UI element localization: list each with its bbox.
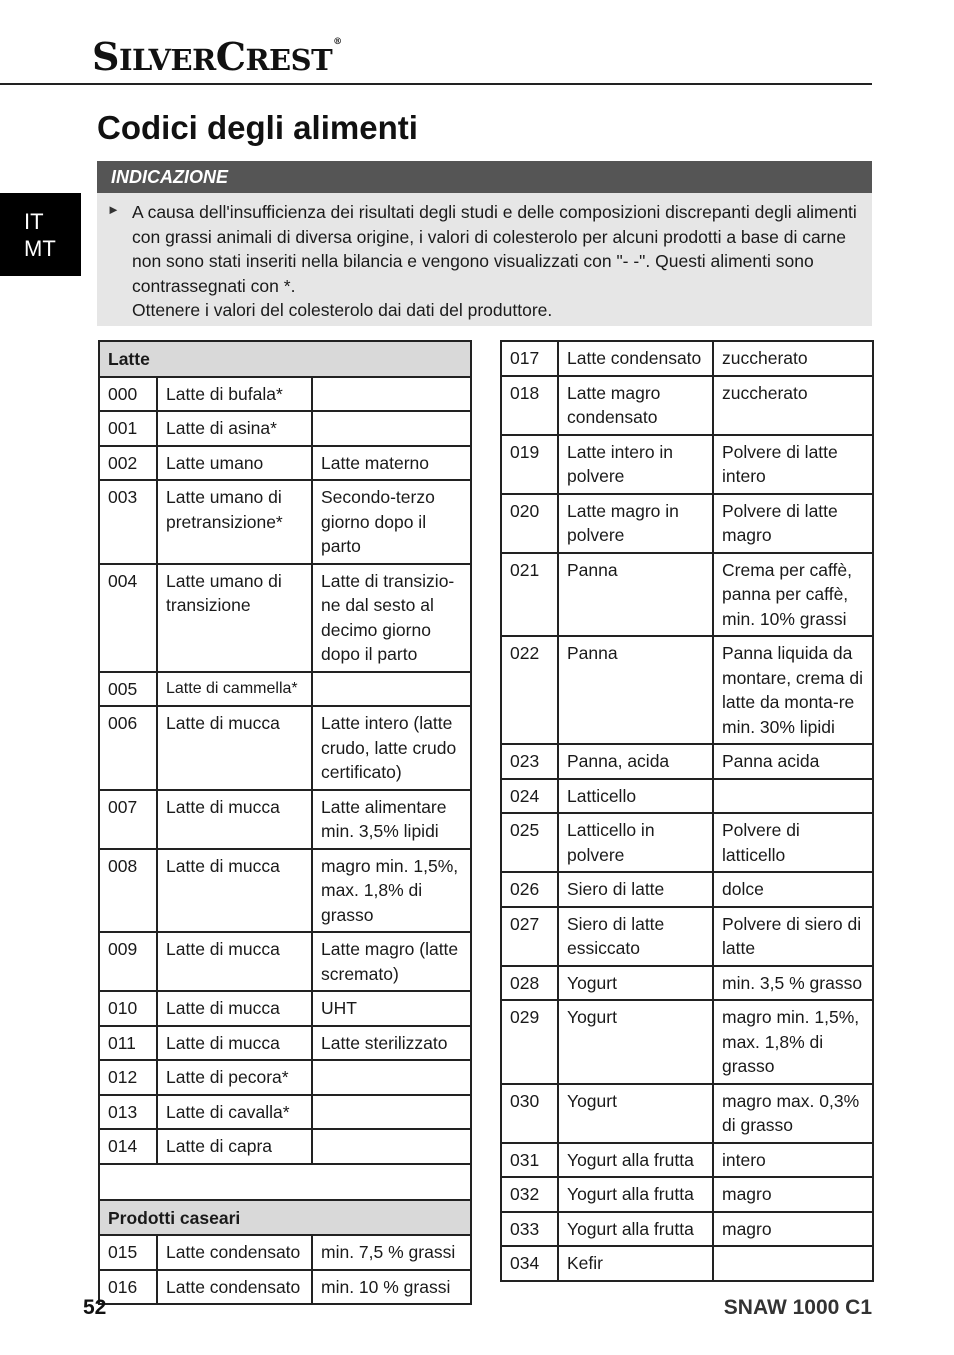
food-name-cell: Panna	[558, 553, 713, 637]
table-row	[99, 672, 471, 707]
table-row	[501, 341, 873, 376]
food-name-cell: Latte di mucca	[157, 932, 312, 991]
table-row	[99, 411, 471, 446]
model-number: SNAW 1000 C1	[723, 1296, 872, 1319]
table-row	[99, 564, 471, 672]
food-name-cell: Latte di capra	[157, 1129, 312, 1164]
food-name-cell: Yogurt alla frutta	[558, 1177, 713, 1212]
food-name-cell: Latte di mucca	[157, 849, 312, 933]
food-name-cell: Kefir	[558, 1246, 713, 1281]
spacer-row	[99, 1164, 471, 1200]
code-cell: 011	[99, 1026, 157, 1061]
description-cell: Polvere di latte intero	[713, 435, 873, 494]
table-row	[501, 1084, 873, 1143]
table-row	[501, 1143, 873, 1178]
code-cell: 026	[501, 872, 558, 907]
code-cell: 010	[99, 991, 157, 1026]
code-cell: 002	[99, 446, 157, 481]
description-cell	[312, 672, 471, 707]
brand-logo: SILVERCREST®	[92, 34, 342, 79]
description-cell: Latte sterilizzato	[312, 1026, 471, 1061]
page-number: 52	[83, 1296, 107, 1319]
food-name-cell: Latte di mucca	[157, 706, 312, 790]
code-cell: 028	[501, 966, 558, 1001]
food-name-cell: Latte di asina*	[157, 411, 312, 446]
food-name-cell: Latte di cammella*	[157, 672, 312, 707]
table-row	[501, 1177, 873, 1212]
code-cell: 015	[99, 1235, 157, 1270]
food-codes-table-right	[500, 340, 874, 1282]
food-name-cell: Latte condensato	[558, 341, 713, 376]
code-cell: 018	[501, 376, 558, 435]
table-row	[99, 706, 471, 790]
code-cell: 029	[501, 1000, 558, 1084]
page-title: Codici degli alimenti	[97, 109, 418, 146]
description-cell: magro min. 1,5%, max. 1,8% di grasso	[713, 1000, 873, 1084]
spacer-cell	[99, 1164, 471, 1200]
table-row	[501, 813, 873, 872]
note-text	[132, 200, 867, 323]
table-row	[99, 1129, 471, 1164]
table-row	[99, 1095, 471, 1130]
food-name-cell: Latte magro in polvere	[558, 494, 713, 553]
section-title: Prodotti caseari	[99, 1200, 471, 1236]
table-row	[501, 435, 873, 494]
table-row	[99, 991, 471, 1026]
code-cell: 003	[99, 480, 157, 564]
table-row	[501, 1246, 873, 1281]
food-name-cell: Yogurt alla frutta	[558, 1143, 713, 1178]
code-cell: 025	[501, 813, 558, 872]
code-cell: 000	[99, 377, 157, 412]
table-row	[99, 377, 471, 412]
description-cell: min. 3,5 % grasso	[713, 966, 873, 1001]
table-row	[501, 966, 873, 1001]
food-name-cell: Latte umano di pretransizione*	[157, 480, 312, 564]
description-cell: Latte alimentare min. 3,5% lipidi	[312, 790, 471, 849]
description-cell	[312, 1129, 471, 1164]
food-name-cell: Yogurt	[558, 1000, 713, 1084]
table-row	[501, 872, 873, 907]
code-cell: 014	[99, 1129, 157, 1164]
food-name-cell: Latte di mucca	[157, 991, 312, 1026]
description-cell: Latte magro (latte scremato)	[312, 932, 471, 991]
description-cell: Crema per caffè, panna per caffè, min. 10% grassi	[713, 553, 873, 637]
section-header-row	[99, 341, 471, 377]
language-tab	[0, 193, 81, 276]
table-row	[501, 494, 873, 553]
table-row	[99, 1060, 471, 1095]
code-cell: 020	[501, 494, 558, 553]
code-cell: 021	[501, 553, 558, 637]
description-cell: min. 7,5 % grassi	[312, 1235, 471, 1270]
table-row	[501, 1212, 873, 1247]
table-row	[501, 744, 873, 779]
food-name-cell: Yogurt	[558, 966, 713, 1001]
description-cell: magro	[713, 1177, 873, 1212]
food-name-cell: Latte intero in polvere	[558, 435, 713, 494]
section-header-row	[99, 1200, 471, 1236]
table-row	[99, 1270, 471, 1305]
food-name-cell: Panna	[558, 636, 713, 744]
table-row	[99, 932, 471, 991]
food-name-cell: Latte condensato	[157, 1235, 312, 1270]
table-row	[99, 849, 471, 933]
code-cell: 019	[501, 435, 558, 494]
description-cell: UHT	[312, 991, 471, 1026]
code-cell: 012	[99, 1060, 157, 1095]
note-header: INDICAZIONE	[97, 161, 872, 193]
table-row	[501, 1000, 873, 1084]
description-cell	[713, 1246, 873, 1281]
description-cell	[713, 779, 873, 814]
code-cell: 004	[99, 564, 157, 672]
code-cell: 016	[99, 1270, 157, 1305]
food-codes-table-left	[98, 340, 472, 1305]
code-cell: 005	[99, 672, 157, 707]
lang-it: IT	[24, 208, 44, 234]
table-row	[99, 790, 471, 849]
description-cell: Latte intero (latte crudo, latte crudo certificato)	[312, 706, 471, 790]
code-cell: 030	[501, 1084, 558, 1143]
description-cell	[312, 1095, 471, 1130]
food-name-cell: Panna, acida	[558, 744, 713, 779]
description-cell: Polvere di latticello	[713, 813, 873, 872]
food-name-cell: Latte magro condensato	[558, 376, 713, 435]
code-cell: 007	[99, 790, 157, 849]
table-row	[501, 636, 873, 744]
code-cell: 013	[99, 1095, 157, 1130]
table-row	[99, 480, 471, 564]
code-cell: 022	[501, 636, 558, 744]
food-name-cell: Latticello	[558, 779, 713, 814]
code-cell: 031	[501, 1143, 558, 1178]
code-cell: 008	[99, 849, 157, 933]
code-cell: 023	[501, 744, 558, 779]
code-cell: 017	[501, 341, 558, 376]
food-name-cell: Latte di pecora*	[157, 1060, 312, 1095]
description-cell: min. 10 % grassi	[312, 1270, 471, 1305]
food-name-cell: Latte di cavalla*	[157, 1095, 312, 1130]
table-row	[501, 907, 873, 966]
table-row	[99, 1026, 471, 1061]
code-cell: 032	[501, 1177, 558, 1212]
note-paragraph: A causa dell'insufficienza dei risultati degli studi e delle composizioni discrepanti degli alimenti con grassi animali di diversa origine, i valori di colesterolo per alcuni prodotti a base di carne non sono stati inseriti nella bilancia e vengono visualizzati con "- -". Questi alimenti sono contrassegnati con *.	[132, 202, 857, 296]
code-cell: 034	[501, 1246, 558, 1281]
food-name-cell: Yogurt	[558, 1084, 713, 1143]
food-name-cell: Latte umano	[157, 446, 312, 481]
code-cell: 009	[99, 932, 157, 991]
header-rule	[0, 83, 872, 85]
description-cell: Panna acida	[713, 744, 873, 779]
food-name-cell: Latte di bufala*	[157, 377, 312, 412]
food-name-cell: Siero di latte	[558, 872, 713, 907]
note-paragraph: Ottenere i valori del colesterolo dai dati del produttore.	[132, 300, 553, 320]
food-name-cell: Latte di mucca	[157, 790, 312, 849]
description-cell	[312, 377, 471, 412]
description-cell: magro min. 1,5%, max. 1,8% di grasso	[312, 849, 471, 933]
code-cell: 027	[501, 907, 558, 966]
section-title: Latte	[99, 341, 471, 377]
description-cell	[312, 1060, 471, 1095]
description-cell: Latte di transizio-ne dal sesto al decimo giorno dopo il parto	[312, 564, 471, 672]
food-name-cell: Yogurt alla frutta	[558, 1212, 713, 1247]
code-cell: 001	[99, 411, 157, 446]
food-name-cell: Latte condensato	[157, 1270, 312, 1305]
code-cell: 024	[501, 779, 558, 814]
description-cell: magro	[713, 1212, 873, 1247]
lang-mt: MT	[24, 235, 56, 261]
table-row	[99, 1235, 471, 1270]
table-row	[501, 376, 873, 435]
table-row	[99, 446, 471, 481]
description-cell: zuccherato	[713, 341, 873, 376]
table-row	[501, 779, 873, 814]
description-cell: dolce	[713, 872, 873, 907]
code-cell: 006	[99, 706, 157, 790]
description-cell: magro max. 0,3% di grasso	[713, 1084, 873, 1143]
arrow-icon: ►	[107, 202, 120, 217]
table-row	[501, 553, 873, 637]
code-cell: 033	[501, 1212, 558, 1247]
description-cell: Panna liquida da montare, crema di latte da monta-re min. 30% lipidi	[713, 636, 873, 744]
food-name-cell: Siero di latte essiccato	[558, 907, 713, 966]
description-cell: Polvere di latte magro	[713, 494, 873, 553]
note-box	[97, 193, 872, 326]
description-cell: Polvere di siero di latte	[713, 907, 873, 966]
food-name-cell: Latte di mucca	[157, 1026, 312, 1061]
description-cell: intero	[713, 1143, 873, 1178]
food-name-cell: Latticello in polvere	[558, 813, 713, 872]
description-cell: Secondo-terzo giorno dopo il parto	[312, 480, 471, 564]
food-name-cell: Latte umano di transizione	[157, 564, 312, 672]
description-cell: zuccherato	[713, 376, 873, 435]
description-cell	[312, 411, 471, 446]
description-cell: Latte materno	[312, 446, 471, 481]
